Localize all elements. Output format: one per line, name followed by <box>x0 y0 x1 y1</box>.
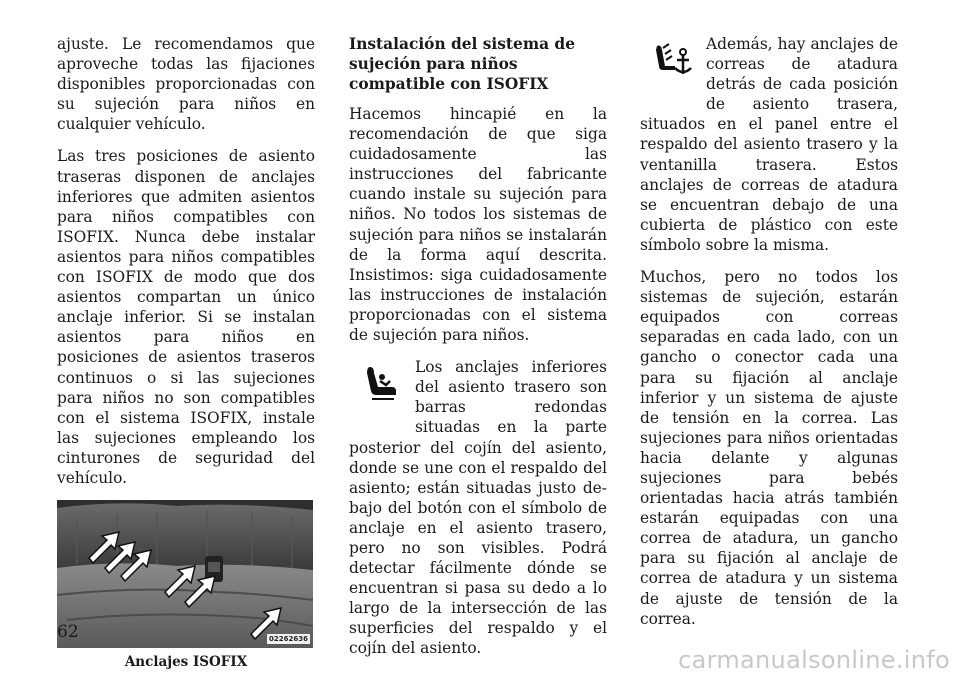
page-number: 62 <box>57 622 79 642</box>
child-seat-lower-anchor-icon <box>349 357 415 433</box>
photo-caption: Anclajes ISOFIX <box>124 654 248 671</box>
column-right <box>640 34 898 641</box>
tether-anchor-icon <box>640 34 706 110</box>
column-left <box>57 34 315 670</box>
paragraph-follow-instructions: Hacemos hincapié en la recomendación de que siga cuidadosamente las instrucciones del fabricante cuando instale su sujeción para niños. No todos los sistemas de sujeción para niños se instalarán de la forma aquí descrita. Insistimos: siga cuidadosamente las instrucciones de instalación proporcionadas con el sistema de sujeción para niños. <box>349 105 607 345</box>
paragraph-tether-anchors: Además, hay anclajes de correas de atadura detrás de cada posición de asiento trasera, situados en el panel entre el respaldo del asiento trasero y la ventanilla trasera. Estos anclajes de correas de atadura se encuentran debajo de una cubierta de plástico con este símbolo sobre la misma. <box>640 35 898 254</box>
section-heading-isofix-installation: Instalación del sistema de sujeción para niños compatible con ISOFIX <box>349 35 575 93</box>
paragraph-rear-seat-anchors: Las tres posiciones de asiento traseras disponen de anclajes inferiores que admiten asientos para niños compatibles con ISOFIX. Nunca debe instalar asientos para niños compatibles con ISOFIX de modo que dos asientos compartan un único anclaje inferior. Si se instalan asientos para niños en posiciones de asientos traseros continuos o si las sujeciones para niños no son compatibles con el sistema ISOFIX, instale las sujeciones empleando los cinturones de seguridad del vehículo. <box>57 147 315 487</box>
paragraph-lower-anchors: Los anclajes inferiores del asiento trasero son barras redondas situadas en la parte posterior del cojín del asiento, donde se une con el respaldo del asiento; están situadas justo debajo del botón con el símbolo de anclaje en el asiento trasero, pero no son visibles. Podrá detectar fácilmente dónde se encuentran si pasa su dedo a lo largo de la intersección de las superficies del respaldo y el cojín del asiento. <box>349 358 607 658</box>
paragraph-strap-systems: Muchos, pero no todos los sistemas de sujeción, estarán equipados con correas separadas en cada lado, con un gancho o conector cada una para su fijación al anclaje inferior y un sistema de ajuste de tensión en la correa. Las sujeciones para niños orientadas hacia delante y algunas sujeciones para bebés orientadas hacia atrás también estarán equipadas con una correa de atadura, un gancho para su fijación al anclaje de correa de atadura y un sistema de ajuste de tensión de la correa. <box>640 268 898 628</box>
column-middle <box>349 34 607 671</box>
site-watermark: carmanualsonline.info <box>678 646 950 674</box>
paragraph-anchor-recommendation: ajuste. Le recomendamos que aproveche todas las fijaciones disponibles proporcionadas con su sujeción para niños en cualquier vehículo. <box>57 35 315 134</box>
isofix-anchors-photo <box>57 500 313 648</box>
rear-seat-illustration <box>57 500 313 648</box>
photo-reference-code: 02262636 <box>269 635 308 644</box>
